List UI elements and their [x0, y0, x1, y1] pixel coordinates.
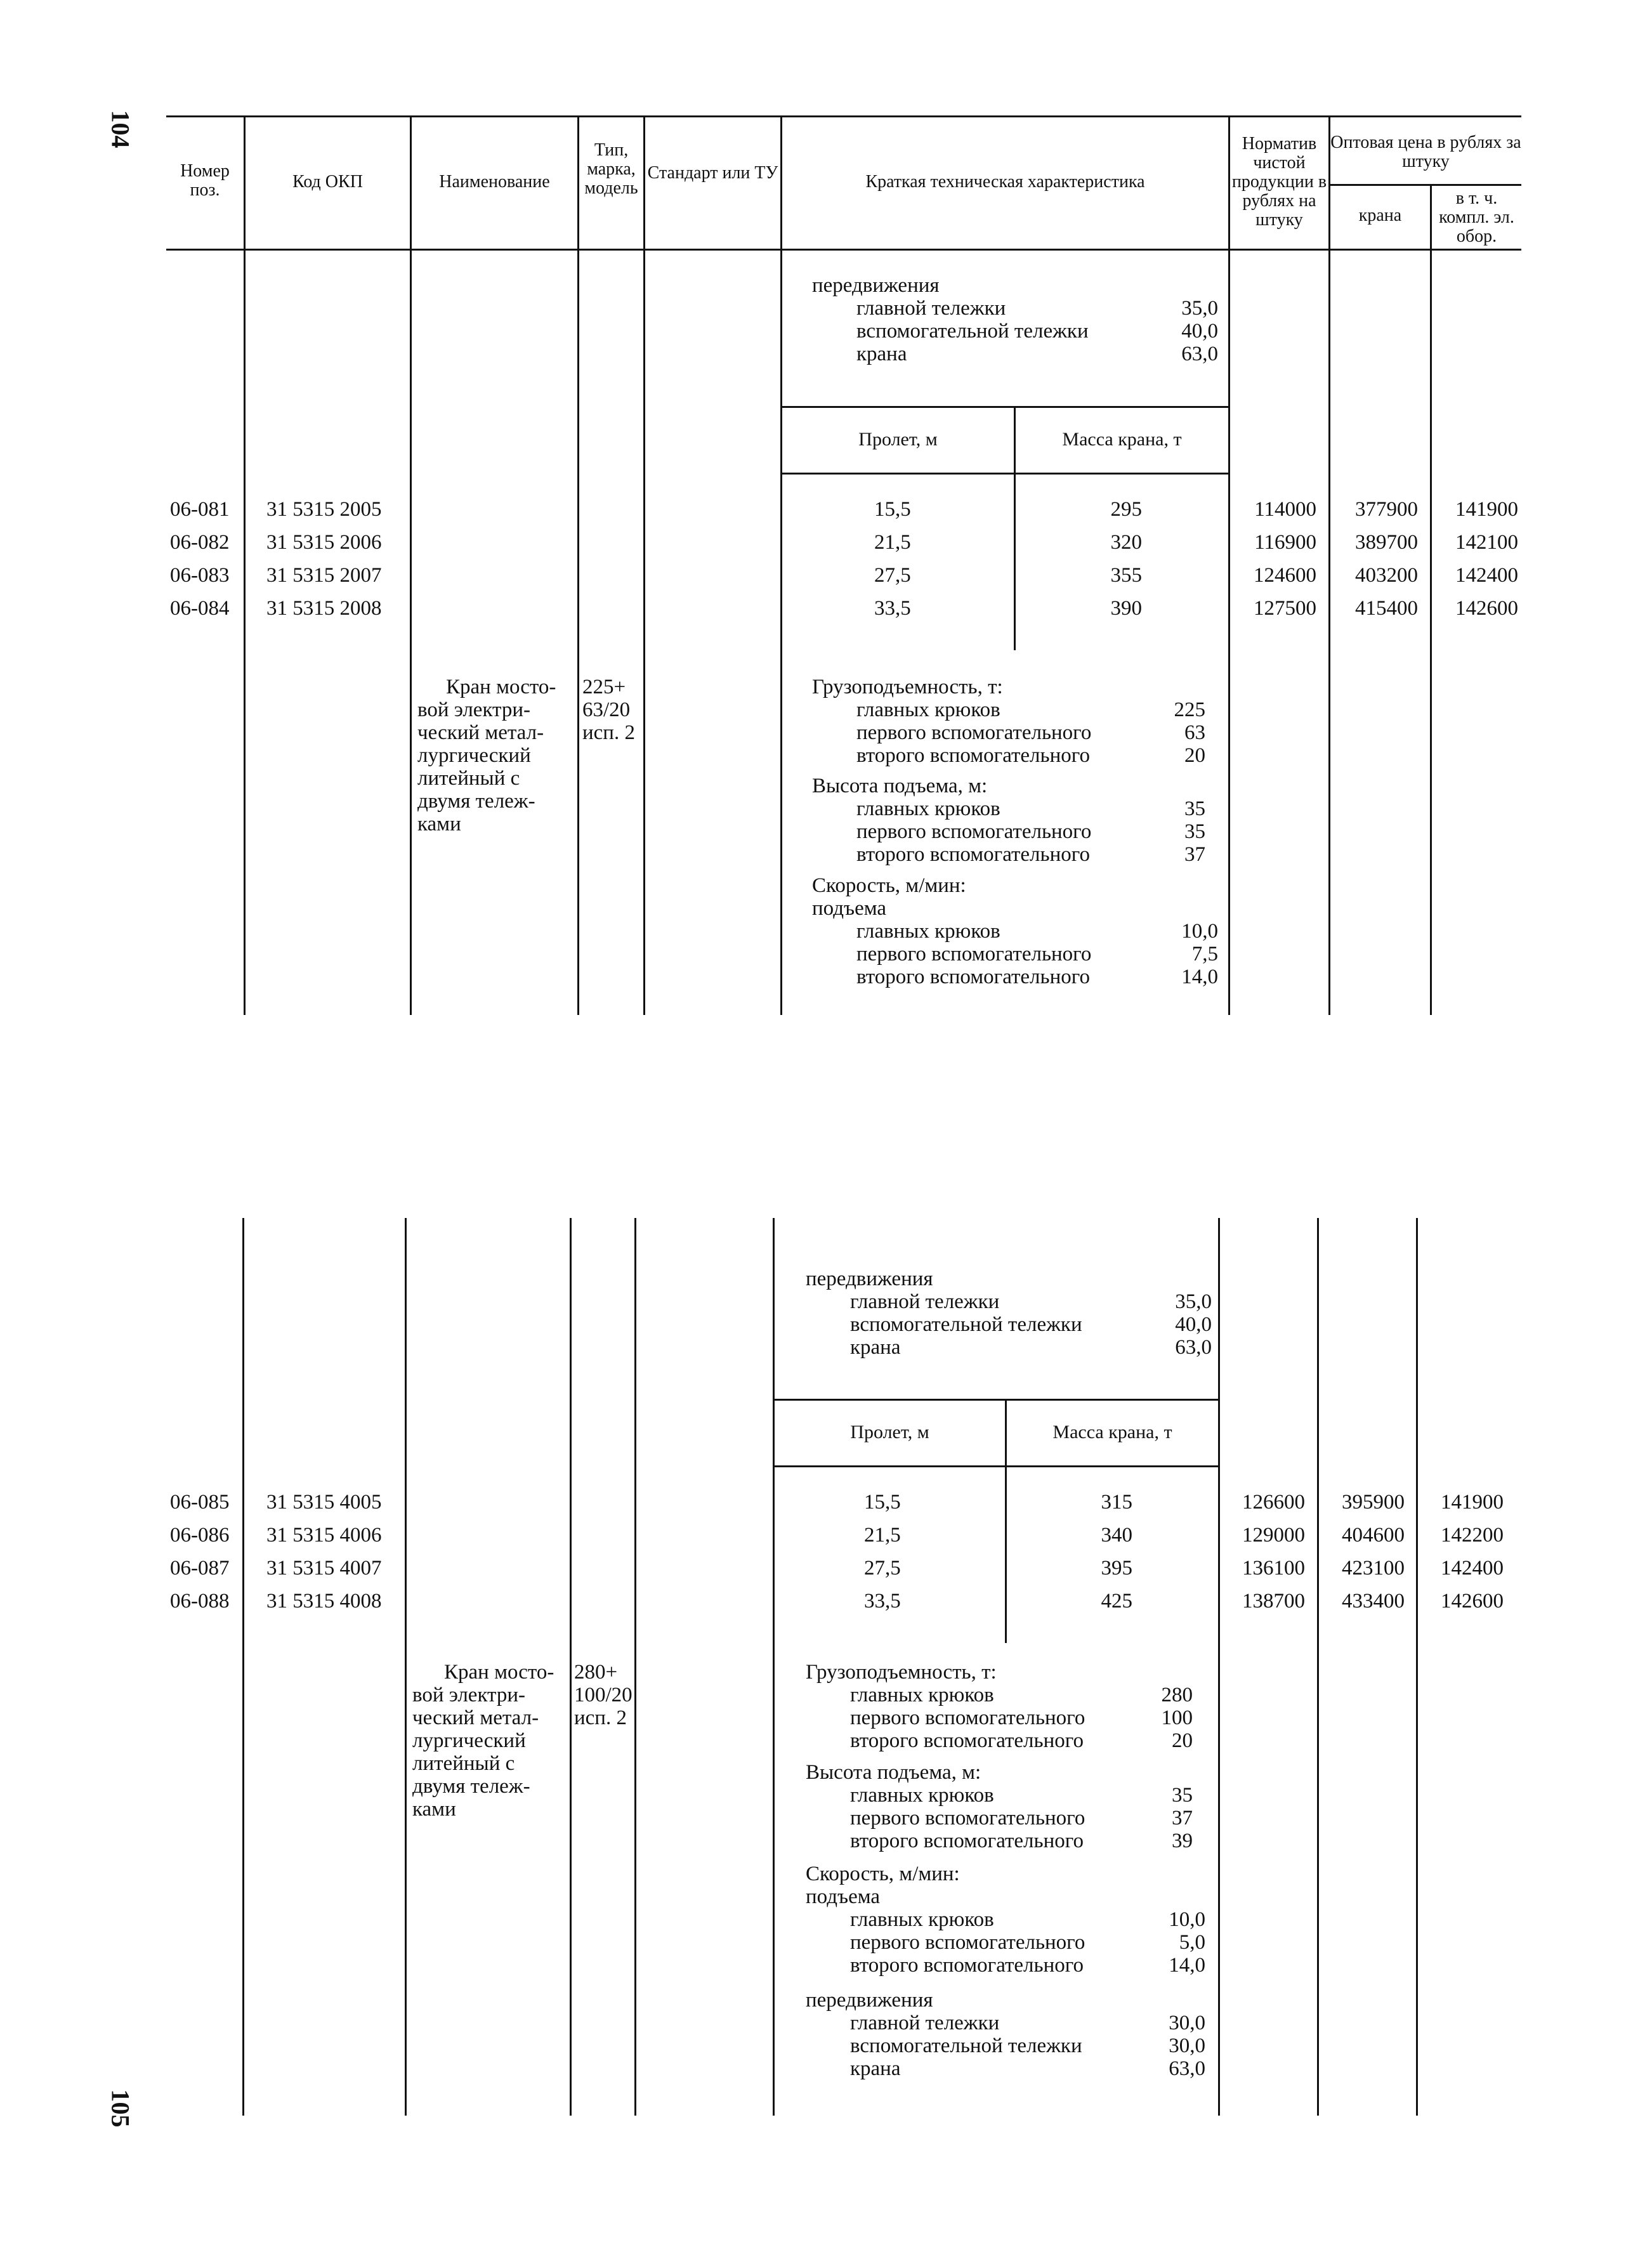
spec-value: 225 — [1174, 698, 1205, 721]
spec-label: вспомогательной тележки — [856, 320, 1089, 343]
column-rule — [780, 249, 782, 1015]
row-mass: 355 — [1110, 564, 1142, 587]
spec-label: главных крюков — [856, 797, 1000, 820]
product-name-line: ками — [417, 813, 461, 835]
spec-value: 30,0 — [1169, 2012, 1205, 2034]
row-okp: 31 5315 2007 — [266, 564, 382, 587]
spec-value: 39 — [1172, 1830, 1193, 1852]
product-name-line: вой электри- — [417, 698, 531, 721]
row-price-crane: 403200 — [1355, 564, 1418, 587]
row-price-crane: 415400 — [1355, 597, 1418, 620]
row-price-equip: 142400 — [1455, 564, 1518, 587]
sub-header-span: Пролет, м — [850, 1422, 929, 1443]
row-span: 27,5 — [874, 564, 911, 587]
row-okp: 31 5315 4008 — [266, 1590, 382, 1613]
product-type-line: исп. 2 — [582, 721, 635, 744]
movement-title: передвижения — [812, 274, 940, 297]
product-name-line: Кран мосто- — [444, 1661, 554, 1684]
product-name-line: вой электри- — [412, 1684, 526, 1706]
row-span: 15,5 — [874, 498, 911, 521]
row-price-crane: 433400 — [1342, 1590, 1405, 1613]
row-price-crane: 423100 — [1342, 1557, 1405, 1580]
spec-title: Скорость, м/мин: — [812, 874, 966, 897]
row-price-crane: 395900 — [1342, 1491, 1405, 1514]
spec-subtitle: подъема — [806, 1885, 881, 1908]
row-pos: 06-081 — [170, 498, 230, 521]
page-number-right: 105 — [106, 2089, 135, 2128]
spec-value: 14,0 — [1169, 1954, 1205, 1977]
spec-label: второго вспомогательного — [850, 1830, 1084, 1852]
row-price-equip: 142100 — [1455, 531, 1518, 554]
spec-label: вспомогательной тележки — [850, 1313, 1082, 1336]
row-mass: 295 — [1110, 498, 1142, 521]
spec-label: главной тележки — [856, 297, 1006, 320]
spec-label: второго вспомогательного — [856, 966, 1090, 988]
spec-value: 63,0 — [1181, 343, 1218, 365]
row-okp: 31 5315 2006 — [266, 531, 382, 554]
sub-header-mass: Масса крана, т — [1052, 1422, 1172, 1443]
spec-value: 14,0 — [1181, 966, 1218, 988]
row-span: 33,5 — [874, 597, 911, 620]
spec-label: второго вспомогательного — [850, 1954, 1084, 1977]
row-norm: 126600 — [1242, 1491, 1305, 1514]
row-norm: 138700 — [1242, 1590, 1305, 1613]
row-span: 15,5 — [864, 1491, 901, 1514]
spec-value: 37 — [1184, 843, 1205, 866]
header-name: Наименование — [439, 172, 550, 192]
spec-value: 10,0 — [1169, 1908, 1205, 1931]
row-okp: 31 5315 2008 — [266, 597, 382, 620]
spec-label: главной тележки — [850, 2012, 1000, 2034]
row-mass: 425 — [1101, 1590, 1132, 1613]
header-price-equip: в т. ч. компл. эл. обор. — [1439, 188, 1514, 246]
row-norm: 114000 — [1254, 498, 1316, 521]
column-rule — [244, 249, 246, 1015]
spec-label: второго вспомогательного — [856, 744, 1090, 767]
row-price-equip: 142600 — [1455, 597, 1518, 620]
spec-label: второго вспомогательного — [850, 1729, 1084, 1752]
column-rule — [1218, 1218, 1220, 2116]
spec-value: 5,0 — [1179, 1931, 1205, 1954]
row-price-equip: 141900 — [1455, 498, 1518, 521]
product-name-line: ческий метал- — [412, 1706, 539, 1729]
row-pos: 06-082 — [170, 531, 230, 554]
header-bottom-rule — [166, 249, 1521, 251]
spec-value: 40,0 — [1175, 1313, 1212, 1336]
product-name-line: двумя тележ- — [412, 1775, 530, 1798]
spec-label: главной тележки — [850, 1290, 1000, 1313]
spec-title: Грузоподъемность, т: — [806, 1661, 997, 1684]
spec-value: 35 — [1172, 1784, 1193, 1807]
sub-table-header-rule — [780, 473, 1228, 475]
row-price-crane: 389700 — [1355, 531, 1418, 554]
product-name-line: двумя тележ- — [417, 790, 535, 813]
spec-value: 30,0 — [1169, 2034, 1205, 2057]
product-type-line: 280+ — [574, 1661, 618, 1684]
row-price-crane: 377900 — [1355, 498, 1418, 521]
column-rule — [1317, 1218, 1319, 2116]
row-pos: 06-084 — [170, 597, 230, 620]
product-name-line: Кран мосто- — [446, 676, 556, 698]
row-pos: 06-086 — [170, 1524, 230, 1547]
row-norm: 127500 — [1254, 597, 1316, 620]
spec-value: 280 — [1161, 1684, 1193, 1706]
sub-table-top-rule — [780, 406, 1228, 408]
column-rule — [1430, 249, 1432, 1015]
header-top-rule — [166, 115, 1521, 117]
row-norm: 124600 — [1254, 564, 1316, 587]
row-price-equip: 142600 — [1441, 1590, 1504, 1613]
column-rule — [577, 249, 579, 1015]
column-rule — [773, 1218, 775, 2116]
column-rule — [634, 1218, 636, 2116]
header-price-crane: крана — [1358, 206, 1402, 225]
spec-value: 63 — [1184, 721, 1205, 744]
header-standard: Стандарт или ТУ — [647, 163, 778, 183]
row-norm: 116900 — [1254, 531, 1316, 554]
spec-label: крана — [856, 343, 907, 365]
column-rule — [1228, 249, 1230, 1015]
spec-value: 7,5 — [1191, 943, 1218, 966]
spec-title: Высота подъема, м: — [812, 775, 988, 797]
row-span: 27,5 — [864, 1557, 901, 1580]
header-spec: Краткая техническая характеристика — [865, 172, 1145, 192]
product-name-line: ческий метал- — [417, 721, 544, 744]
row-price-equip: 142200 — [1441, 1524, 1504, 1547]
product-name-line: литейный с — [412, 1752, 515, 1775]
row-pos: 06-083 — [170, 564, 230, 587]
row-mass: 340 — [1101, 1524, 1132, 1547]
spec-label: первого вспомогательного — [850, 1706, 1085, 1729]
product-type-line: 225+ — [582, 676, 626, 698]
header-okp: Код ОКП — [292, 172, 363, 192]
row-span: 21,5 — [864, 1524, 901, 1547]
sub-header-span: Пролет, м — [858, 429, 938, 450]
header-pos: Номер поз. — [180, 161, 230, 200]
row-okp: 31 5315 4005 — [266, 1491, 382, 1514]
row-okp: 31 5315 4007 — [266, 1557, 382, 1580]
row-pos: 06-088 — [170, 1590, 230, 1613]
page-number-left: 104 — [106, 110, 135, 148]
spec-label: первого вспомогательного — [856, 820, 1092, 843]
product-type-line: 100/20 — [574, 1684, 633, 1706]
row-price-equip: 141900 — [1441, 1491, 1504, 1514]
spec-title: Скорость, м/мин: — [806, 1862, 960, 1885]
spec-value: 100 — [1161, 1706, 1193, 1729]
spec-label: первого вспомогательного — [856, 721, 1092, 744]
column-rule — [405, 1218, 407, 2116]
row-mass: 390 — [1110, 597, 1142, 620]
spec-value: 20 — [1172, 1729, 1193, 1752]
product-name-line: ками — [412, 1798, 456, 1821]
column-rule — [242, 1218, 244, 2116]
movement-title: передвижения — [806, 1989, 933, 2012]
row-span: 33,5 — [864, 1590, 901, 1613]
row-price-equip: 142400 — [1441, 1557, 1504, 1580]
spec-label: главных крюков — [856, 920, 1000, 943]
row-norm: 136100 — [1242, 1557, 1305, 1580]
row-norm: 129000 — [1242, 1524, 1305, 1547]
spec-label: главных крюков — [850, 1684, 994, 1706]
column-rule — [1328, 249, 1330, 1015]
sub-header-mass: Масса крана, т — [1062, 429, 1182, 450]
row-mass: 320 — [1110, 531, 1142, 554]
row-mass: 315 — [1101, 1491, 1132, 1514]
spec-label: первого вспомогательного — [856, 943, 1092, 966]
spec-subtitle: подъема — [812, 897, 887, 920]
spec-label: крана — [850, 1336, 901, 1359]
spec-value: 35,0 — [1181, 297, 1218, 320]
product-name-line: литейный с — [417, 767, 520, 790]
spec-title: Высота подъема, м: — [806, 1761, 981, 1784]
column-rule — [1416, 1218, 1418, 2116]
spec-value: 40,0 — [1181, 320, 1218, 343]
header-type: Тип, марка, модель — [584, 140, 638, 198]
spec-title: Грузоподъемность, т: — [812, 676, 1003, 698]
row-mass: 395 — [1101, 1557, 1132, 1580]
spec-value: 63,0 — [1169, 2057, 1205, 2080]
movement-title: передвижения — [806, 1267, 933, 1290]
spec-value: 63,0 — [1175, 1336, 1212, 1359]
sub-table-header-rule — [773, 1465, 1218, 1467]
product-name-line: лургический — [412, 1729, 526, 1752]
spec-label: главных крюков — [856, 698, 1000, 721]
row-span: 21,5 — [874, 531, 911, 554]
product-name-line: лургический — [417, 744, 531, 767]
spec-value: 10,0 — [1181, 920, 1218, 943]
product-type-line: исп. 2 — [574, 1706, 627, 1729]
row-okp: 31 5315 4006 — [266, 1524, 382, 1547]
spec-label: главных крюков — [850, 1784, 994, 1807]
column-rule — [570, 1218, 572, 2116]
product-type-line: 63/20 — [582, 698, 631, 721]
spec-label: крана — [850, 2057, 901, 2080]
row-price-crane: 404600 — [1342, 1524, 1405, 1547]
header-price-split-rule — [1328, 184, 1521, 186]
spec-label: первого вспомогательного — [850, 1807, 1085, 1830]
spec-value: 35 — [1184, 797, 1205, 820]
spec-label: первого вспомогательного — [850, 1931, 1085, 1954]
row-pos: 06-085 — [170, 1491, 230, 1514]
spec-label: второго вспомогательного — [856, 843, 1090, 866]
spec-value: 20 — [1184, 744, 1205, 767]
spec-value: 35 — [1184, 820, 1205, 843]
header-price: Оптовая цена в рублях за штуку — [1330, 133, 1521, 171]
spec-label: вспомогательной тележки — [850, 2034, 1082, 2057]
header-norm: Норматив чистой продукции в рублях на штуку — [1231, 134, 1327, 230]
row-pos: 06-087 — [170, 1557, 230, 1580]
spec-label: главных крюков — [850, 1908, 994, 1931]
spec-value: 37 — [1172, 1807, 1193, 1830]
spec-value: 35,0 — [1175, 1290, 1212, 1313]
column-rule — [643, 249, 645, 1015]
row-okp: 31 5315 2005 — [266, 498, 382, 521]
column-rule — [410, 249, 412, 1015]
sub-table-top-rule — [773, 1399, 1218, 1401]
